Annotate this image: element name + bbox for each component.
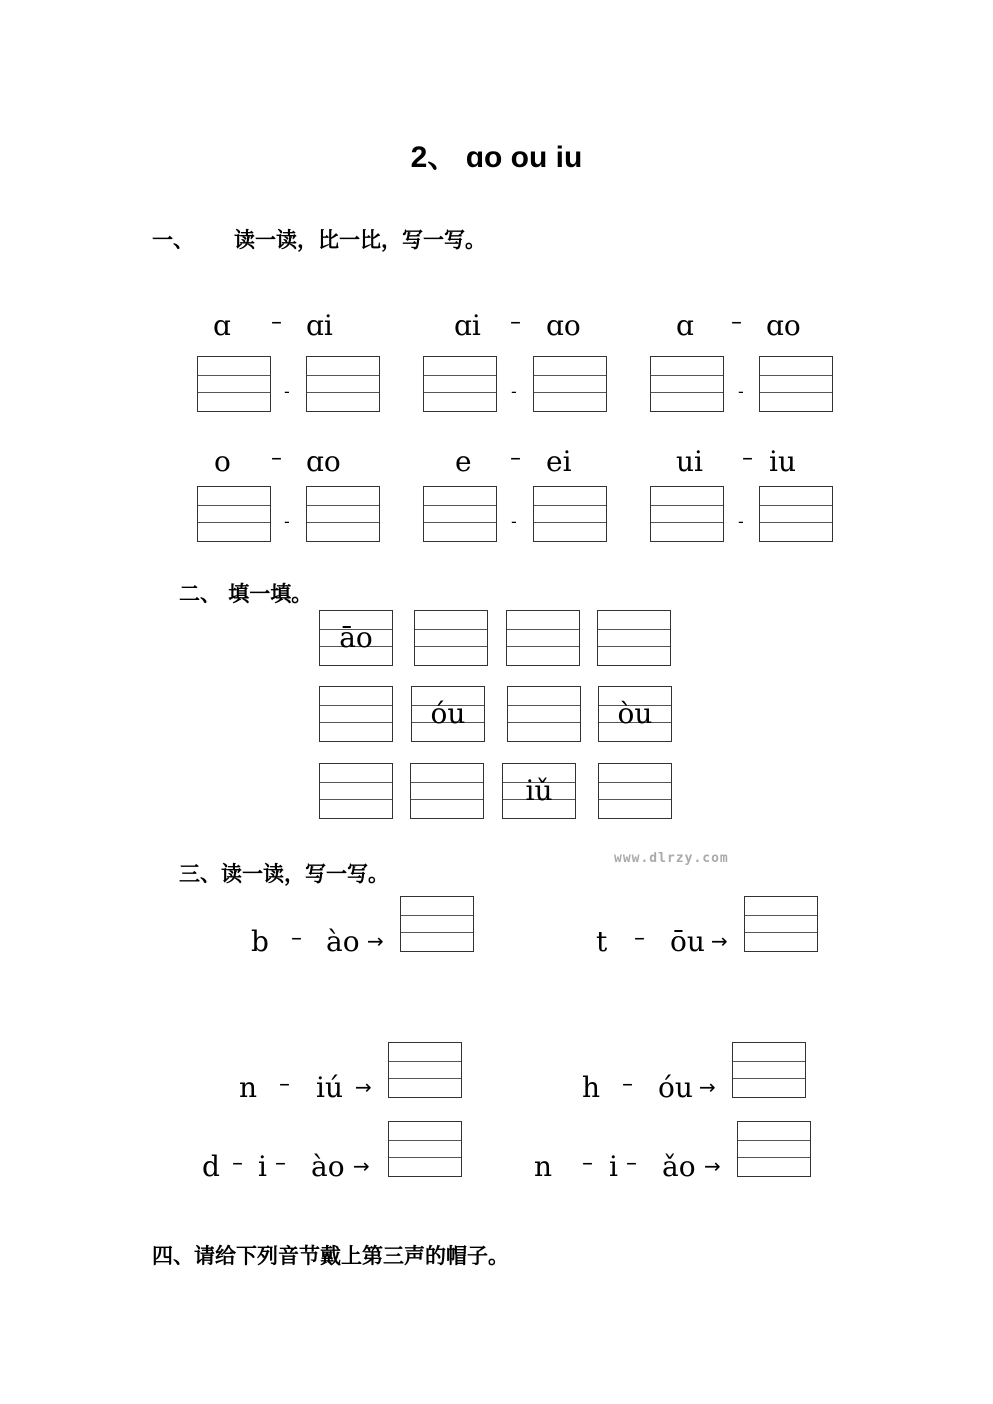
syllable1-dash: – xyxy=(291,926,302,951)
box-separator: - xyxy=(511,512,517,531)
pair6-left: ui xyxy=(676,445,703,478)
write-box[interactable] xyxy=(759,356,833,412)
fill-box[interactable] xyxy=(411,686,485,742)
answer-box[interactable] xyxy=(732,1042,806,1098)
syllable2-initial: t xyxy=(596,925,608,958)
section4-heading: 四、请给下列音节戴上第三声的帽子。 xyxy=(152,1243,509,1268)
syllable2-final: ōu xyxy=(670,925,705,958)
fill-box[interactable] xyxy=(319,763,393,819)
pair1-dash: – xyxy=(271,310,282,335)
fill-box[interactable] xyxy=(598,686,672,742)
syllable6-final: ǎo xyxy=(662,1150,696,1183)
box-separator: - xyxy=(284,382,290,401)
pair2-left: ɑi xyxy=(454,309,481,342)
syllable5-dash2: – xyxy=(275,1151,286,1176)
syllable5-final: ào xyxy=(311,1150,345,1183)
pair5-dash: – xyxy=(510,446,521,471)
pair1-left: ɑ xyxy=(213,309,231,342)
write-box[interactable] xyxy=(650,486,724,542)
syllable1-final: ào xyxy=(326,925,360,958)
section3-heading: 三、读一读，写一写。 xyxy=(179,861,389,886)
arrow-icon: → xyxy=(711,929,728,953)
pair1-right: ɑi xyxy=(306,309,333,342)
box-separator: - xyxy=(738,382,744,401)
box-separator: - xyxy=(738,512,744,531)
syllable4-dash: – xyxy=(622,1072,633,1097)
fill-box[interactable] xyxy=(319,686,393,742)
page-title: 2、 ɑo ou iu xyxy=(410,141,583,174)
syllable6-medial: i xyxy=(609,1150,618,1183)
pair2-right: ɑo xyxy=(546,309,581,342)
write-box[interactable] xyxy=(306,486,380,542)
write-box[interactable] xyxy=(197,356,271,412)
syllable2-dash: – xyxy=(634,926,645,951)
write-box[interactable] xyxy=(197,486,271,542)
syllable6-initial: n xyxy=(534,1150,553,1183)
answer-box[interactable] xyxy=(400,896,474,952)
pair3-dash: – xyxy=(731,310,742,335)
section2-heading: 二、 填一填。 xyxy=(179,581,313,606)
write-box[interactable] xyxy=(423,356,497,412)
fill-box[interactable] xyxy=(410,763,484,819)
arrow-icon: → xyxy=(704,1154,721,1178)
syllable3-dash: – xyxy=(279,1072,290,1097)
syllable1-initial: b xyxy=(251,925,269,958)
answer-box[interactable] xyxy=(388,1121,462,1177)
fill-box[interactable] xyxy=(507,686,581,742)
syllable5-dash: – xyxy=(232,1151,243,1176)
pair6-dash: – xyxy=(742,446,753,471)
syllable3-initial: n xyxy=(239,1071,258,1104)
arrow-icon: → xyxy=(353,1154,370,1178)
fill-box[interactable] xyxy=(597,610,671,666)
arrow-icon: → xyxy=(367,929,384,953)
write-box[interactable] xyxy=(533,486,607,542)
syllable4-initial: h xyxy=(582,1071,601,1104)
fill-box-text: iǔ xyxy=(525,774,553,807)
section1-number: 一、 xyxy=(152,227,194,252)
fill-box-text: óu xyxy=(430,697,466,730)
syllable4-final: óu xyxy=(658,1071,693,1104)
syllable3-final: iú xyxy=(316,1071,343,1104)
syllable5-initial: d xyxy=(202,1150,220,1183)
answer-box[interactable] xyxy=(737,1121,811,1177)
arrow-icon: → xyxy=(355,1075,372,1099)
fill-box[interactable] xyxy=(506,610,580,666)
write-box[interactable] xyxy=(306,356,380,412)
pair2-dash: – xyxy=(510,310,521,335)
fill-box-text: òu xyxy=(617,697,653,730)
answer-box[interactable] xyxy=(388,1042,462,1098)
write-box[interactable] xyxy=(759,486,833,542)
section1-heading: 读一读，比一比，写一写。 xyxy=(234,227,486,252)
pair6-right: iu xyxy=(769,445,796,478)
box-separator: - xyxy=(511,382,517,401)
pair4-right: ɑo xyxy=(306,445,341,478)
fill-box[interactable] xyxy=(414,610,488,666)
syllable6-dash2: – xyxy=(626,1151,637,1176)
pair5-left: e xyxy=(455,445,472,478)
syllable5-medial: i xyxy=(258,1150,267,1183)
fill-box-text: āo xyxy=(339,621,373,654)
fill-box[interactable] xyxy=(502,763,576,819)
fill-box[interactable] xyxy=(598,763,672,819)
write-box[interactable] xyxy=(423,486,497,542)
write-box[interactable] xyxy=(533,356,607,412)
answer-box[interactable] xyxy=(744,896,818,952)
pair3-right: ɑo xyxy=(766,309,801,342)
pair4-dash: – xyxy=(271,446,282,471)
watermark: www.dlrzy.com xyxy=(614,851,729,866)
pair3-left: ɑ xyxy=(676,309,694,342)
syllable6-dash: – xyxy=(582,1151,593,1176)
arrow-icon: → xyxy=(699,1075,716,1099)
box-separator: - xyxy=(284,512,290,531)
write-box[interactable] xyxy=(650,356,724,412)
pair4-left: o xyxy=(214,445,231,478)
fill-box[interactable] xyxy=(319,610,393,666)
pair5-right: ei xyxy=(546,445,572,478)
